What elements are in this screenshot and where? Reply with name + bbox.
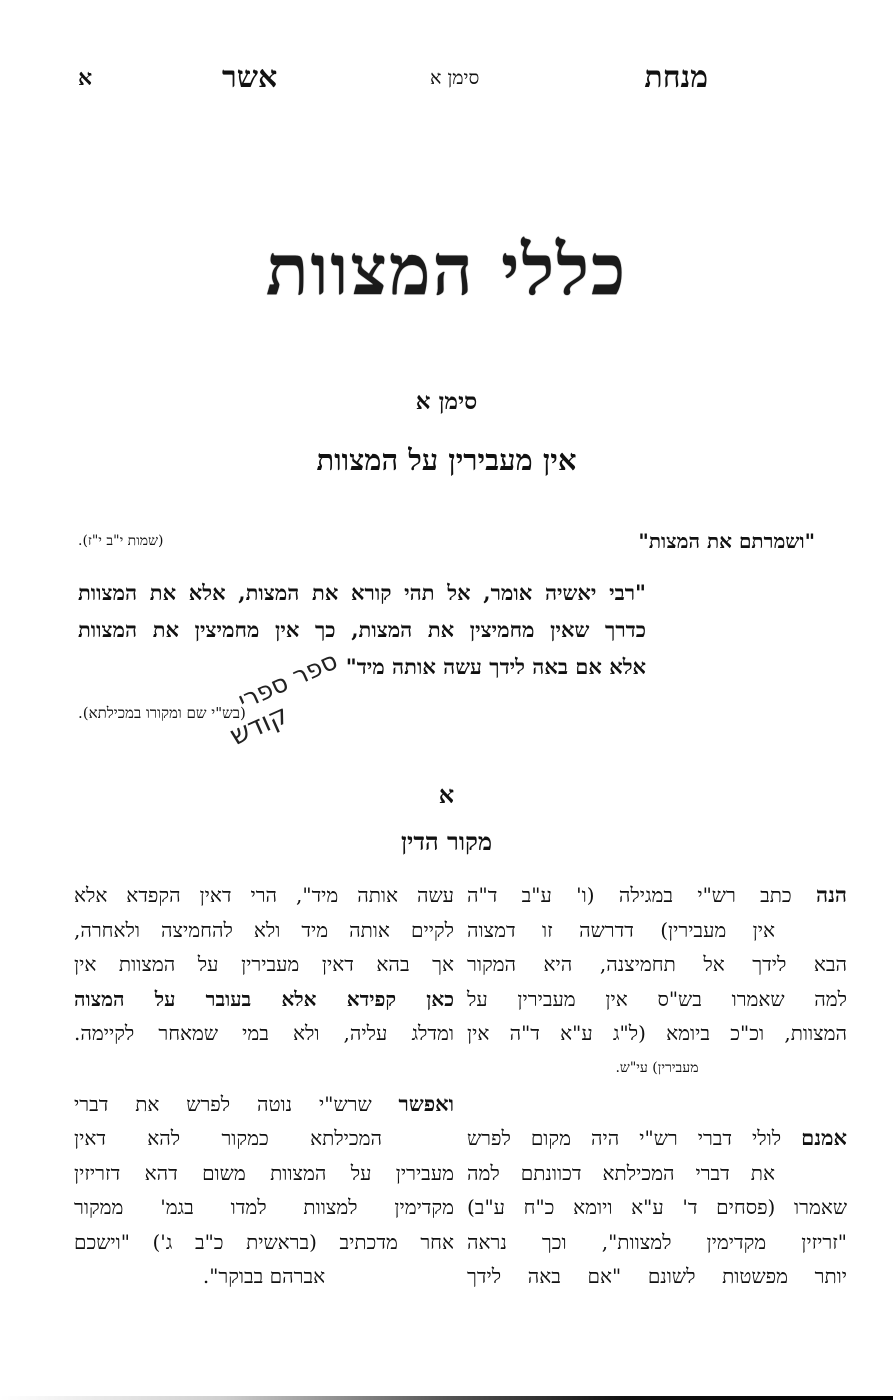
text-line (467, 878, 847, 913)
text-line: הבא לידך אל תחמיצנה, היא המקור (467, 952, 847, 976)
siman-title: אין מעבירין על המצוות (316, 443, 577, 477)
text-column-right (467, 878, 847, 1294)
text-line: מקדימין למצוות למדו בגמ' ממקור (74, 1195, 454, 1219)
text-line: "זריזין מקדימין למצוות", וכך נראה (467, 1229, 847, 1254)
text-line: אחר מדכתיב (בראשית כ"ב ג') "וישכם (74, 1229, 454, 1254)
running-header (70, 58, 708, 98)
text-line: כאן קפידא אלא בעובר על המצוה (74, 986, 454, 1011)
text-line (74, 1087, 454, 1122)
quote-source: (בש"י שם ומקורו במכילתא). (78, 704, 246, 722)
text-line: עשה אותה מיד", הרי דאין הקפדא אלא (74, 883, 454, 907)
text-line: ומדלג עליה, ולא במי שמאחר לקיימה. (74, 1021, 454, 1045)
paragraph-lead-word: הנה (816, 882, 847, 907)
stamp-line: קודש (225, 699, 294, 752)
verse-source: (שמות י"ב י"ז). (78, 533, 164, 549)
running-title-right: מנחת (644, 60, 708, 95)
running-siman: סימן א (430, 67, 480, 89)
paragraph (467, 878, 847, 1085)
text-line: את דברי המכילתא דכוונתם למה (467, 1160, 775, 1185)
running-title-left: אשר (222, 60, 278, 95)
stamp-line: ספר ספרי (233, 645, 342, 716)
text-span: לולי דברי רש"י היה מקום לפרש (467, 1126, 802, 1150)
siman-label: סימן א (415, 388, 478, 415)
text-line: למה שאמרו בש"ס אין מעבירין על (467, 986, 847, 1011)
text-line: שאמרו (פסחים ד' ע"א ויומא כ"ח ע"ב) (467, 1195, 847, 1219)
text-line: המכילתא כמקור להא דאין (74, 1126, 382, 1150)
section-letter: א (438, 780, 455, 809)
quote-line: אלא אם באה לידך עשה אותה מיד" (345, 654, 646, 679)
section-title: מקור הדין (400, 827, 493, 856)
text-line: אין מעבירין) דדרשה זו דמצוה (467, 917, 775, 942)
mekhilta-quote (78, 574, 646, 685)
paragraph-lead-word: אמנם (801, 1125, 847, 1150)
text-line: יותר מפשטות לשונם "אם באה לידך (467, 1264, 847, 1288)
page-number: א (78, 65, 93, 91)
paragraph-lead-word: ואפשר (398, 1090, 454, 1116)
text-line: המצוות, וכ"כ ביומא (ל"ג ע"א ד"ה אין (467, 1021, 847, 1045)
text-line: אך בהא דאין מעבירין על המצוות אין (74, 952, 454, 976)
verse-citation (78, 526, 815, 556)
text-line: אברהם בבוקר". (202, 1264, 326, 1288)
chapter-title: כללי המצוות (265, 228, 628, 311)
scan-edge-shadow (0, 1396, 893, 1400)
quote-line: "רבי יאשיה אומר, אל תהי קורא את המצות, אלא את המצוות (78, 580, 646, 605)
text-line: מעבירין על המצוות משום דהא דזריזין (74, 1160, 454, 1185)
text-line (467, 1121, 847, 1156)
text-span: כתב רש"י במגילה (ו' ע"ב ד"ה (467, 883, 816, 907)
text-span: שרש"י נוטה לפרש את דברי (74, 1091, 399, 1116)
verse-text: "ושמרתם את המצות" (638, 529, 815, 553)
quote-line: כדרך שאין מחמיצין את המצות, כך אין מחמיצין את המצוות (78, 617, 646, 642)
text-line: לקיים אותה מיד ולא להחמיצה ולאחרה, (74, 917, 454, 942)
text-column-left (74, 878, 454, 1294)
paragraph (467, 1121, 847, 1294)
paragraph (74, 878, 454, 1051)
text-line: מעבירין) עי"ש. (615, 1059, 699, 1076)
paragraph (74, 1087, 454, 1294)
